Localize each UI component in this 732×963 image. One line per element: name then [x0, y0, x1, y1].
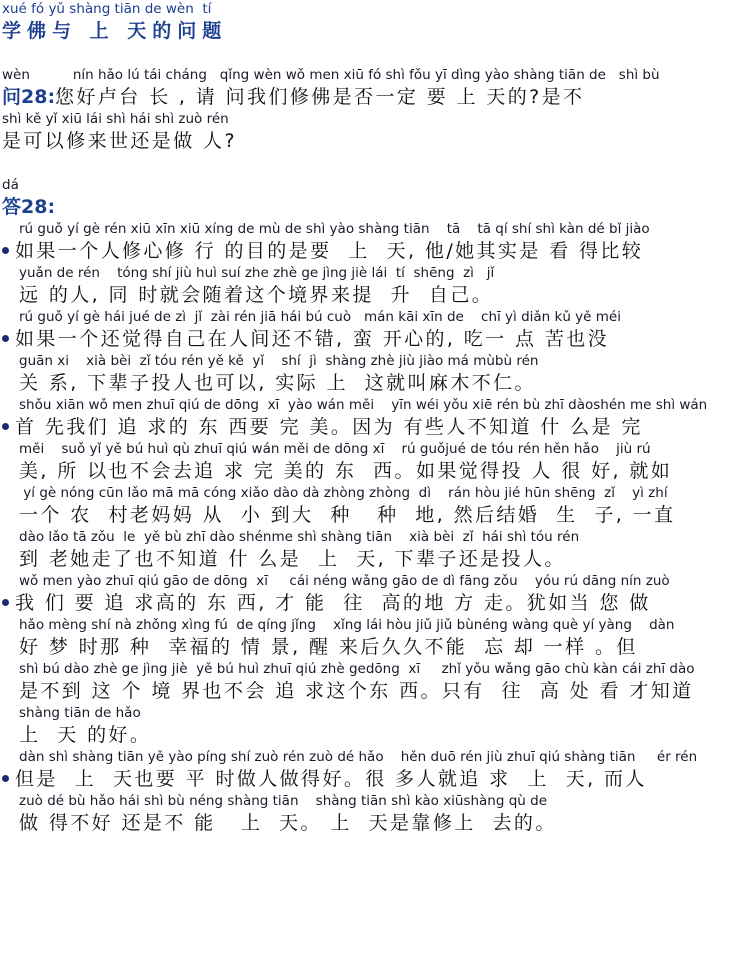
p3-line-1: 首 先我们 追 求的 东 西要 完 美。因为 有些人不知道 什 么是 完: [2, 414, 730, 440]
question-text-2: 是可以修来世还是做 人?: [2, 130, 237, 152]
question-text-1: 您好卢台 长 , 请 问我们修佛是否一定 要 上 天的?是不: [55, 86, 585, 108]
bullet-icon: [2, 423, 9, 430]
bullet-icon: [2, 247, 9, 254]
p3-line-4: 到 老她走了也不知道 什 么是 上 天, 下辈子还是投人。: [19, 548, 566, 570]
p5-line-1: 但是 上 天也要 平 时做人做得好。很 多人就追 求 上 天, 而人: [2, 766, 730, 792]
p1-line-1: 如果一个人修心修 行 的目的是要 上 天, 他/她其实是 看 得比较: [2, 238, 730, 264]
p3-line-3: 一个 农 村老妈妈 从 小 到大 种 种 地, 然后结婚 生 子, 一直: [19, 504, 676, 526]
p4-pinyin-1: wǒ men yào zhuī qiú gāo de dōng xī cái néng wǎng gāo de dì fāng zǒu yóu rú dāng nín zuò: [19, 573, 670, 589]
p4-line-2: 好 梦 时那 种 幸福的 情 景, 醒 来后久久不能 忘 却 一样 。但: [19, 636, 638, 658]
answer-paragraph-5: [2, 748, 730, 836]
p1-pinyin-2: yuǎn de rén tóng shí jiù huì suí zhe zhè ge jìng jiè lái tí shēng zì jǐ: [19, 265, 495, 281]
p2-pinyin-1: rú guǒ yí gè hái jué de zì jǐ zài rén jiā hái bú cuò mán kāi xīn de chī yì diǎn kǔ yě méi: [19, 309, 621, 325]
answer-paragraph-3: [2, 396, 730, 572]
p5-pinyin-2: zuò dé bù hǎo hái shì bù néng shàng tiān shàng tiān shì kào xiūshàng qù de: [19, 793, 548, 809]
bullet-icon: [2, 599, 9, 606]
p1-pinyin-1: rú guǒ yí gè rén xiū xīn xiū xíng de mù de shì yào shàng tiān tā tā qí shí shì kàn dé bǐ jiào: [19, 221, 650, 237]
answer-section: [2, 176, 730, 836]
p4-pinyin-2: hǎo mèng shí nà zhǒng xìng fú de qíng jǐng xǐng lái hòu jiǔ jiǔ bùnéng wàng què yí yàng dàn: [19, 617, 675, 633]
answer-paragraph-2: [2, 308, 730, 396]
p3-pinyin-2: měi suǒ yǐ yě bú huì qù zhuī qiú wán měi de dōng xī rú guǒjué de tóu rén hěn hǎo jiù rú: [19, 441, 651, 457]
answer-label-pinyin: dá: [2, 177, 19, 193]
p2-line-1: 如果一个还觉得自己在人间还不错, 蛮 开心的, 吃一 点 苦也没: [2, 326, 730, 352]
bullet-icon: [2, 335, 9, 342]
p2-pinyin-2: guān xi xià bèi zǐ tóu rén yě kě yǐ shí jì shàng zhè jiù jiào má mùbù rén: [19, 353, 539, 369]
page-title: 学佛与 上 天的问题: [2, 20, 228, 42]
p3-line-2: 美, 所 以也不会去追 求 完 美的 东 西。如果觉得投 人 很 好, 就如: [19, 460, 673, 482]
question-pinyin-2: shì kě yǐ xiū lái shì hái shì zuò rén: [2, 111, 229, 127]
p4-pinyin-3: shì bú dào zhè ge jìng jiè yě bú huì zhuī qiú zhè gedōng xī zhǐ yǒu wǎng gāo chù kàn cái zhī dào: [19, 661, 695, 677]
question-label: 问28:: [2, 86, 56, 108]
question-label-pinyin: wèn nín hǎo lú tái cháng qǐng wèn wǒ men xiū fó shì fǒu yī dìng yào shàng tiān de shì bù: [2, 67, 660, 83]
p3-pinyin-4: dào lǎo tā zǒu le yě bù zhī dào shénme shì shàng tiān xià bèi zǐ hái shì tóu rén: [19, 529, 580, 545]
p2-line-2: 关 系, 下辈子投人也可以, 实际 上 这就叫麻木不仁。: [19, 372, 536, 394]
title-pinyin: xué fó yǔ shàng tiān de wèn tí: [2, 1, 212, 17]
p3-pinyin-3: yí gè nóng cūn lǎo mā mā cóng xiǎo dào dà zhòng zhòng dì rán hòu jié hūn shēng zǐ yì zhí: [19, 485, 668, 501]
p1-line-2: 远 的人, 同 时就会随着这个境界来提 升 自己。: [19, 284, 494, 306]
p4-line-4: 上 天 的好。: [19, 724, 152, 746]
p4-line-3: 是不到 这 个 境 界也不会 追 求这个东 西。只有 往 高 处 看 才知道: [19, 680, 694, 702]
p4-line-1: 我 们 要 追 求高的 东 西, 才 能 往 高的地 方 走。犹如当 您 做: [2, 590, 730, 616]
p4-pinyin-4: shàng tiān de hǎo: [19, 705, 141, 721]
bullet-icon: [2, 775, 9, 782]
question-section: [2, 66, 730, 154]
p3-pinyin-1: shǒu xiān wǒ men zhuī qiú de dōng xī yào wán měi yīn wéi yǒu xiē rén bù zhī dàoshén me shì wán: [19, 397, 708, 413]
question-line: [2, 84, 730, 110]
p5-pinyin-1: dàn shì shàng tiān yě yào píng shí zuò rén zuò dé hǎo hěn duō rén jiù zhuī qiú shàng tiān ér rén: [19, 749, 698, 765]
answer-label: 答28:: [2, 196, 56, 218]
answer-paragraph-1: [2, 220, 730, 308]
answer-paragraph-4: [2, 572, 730, 748]
p5-line-2: 做 得不好 还是不 能 上 天。 上 天是靠修上 去的。: [19, 812, 557, 834]
